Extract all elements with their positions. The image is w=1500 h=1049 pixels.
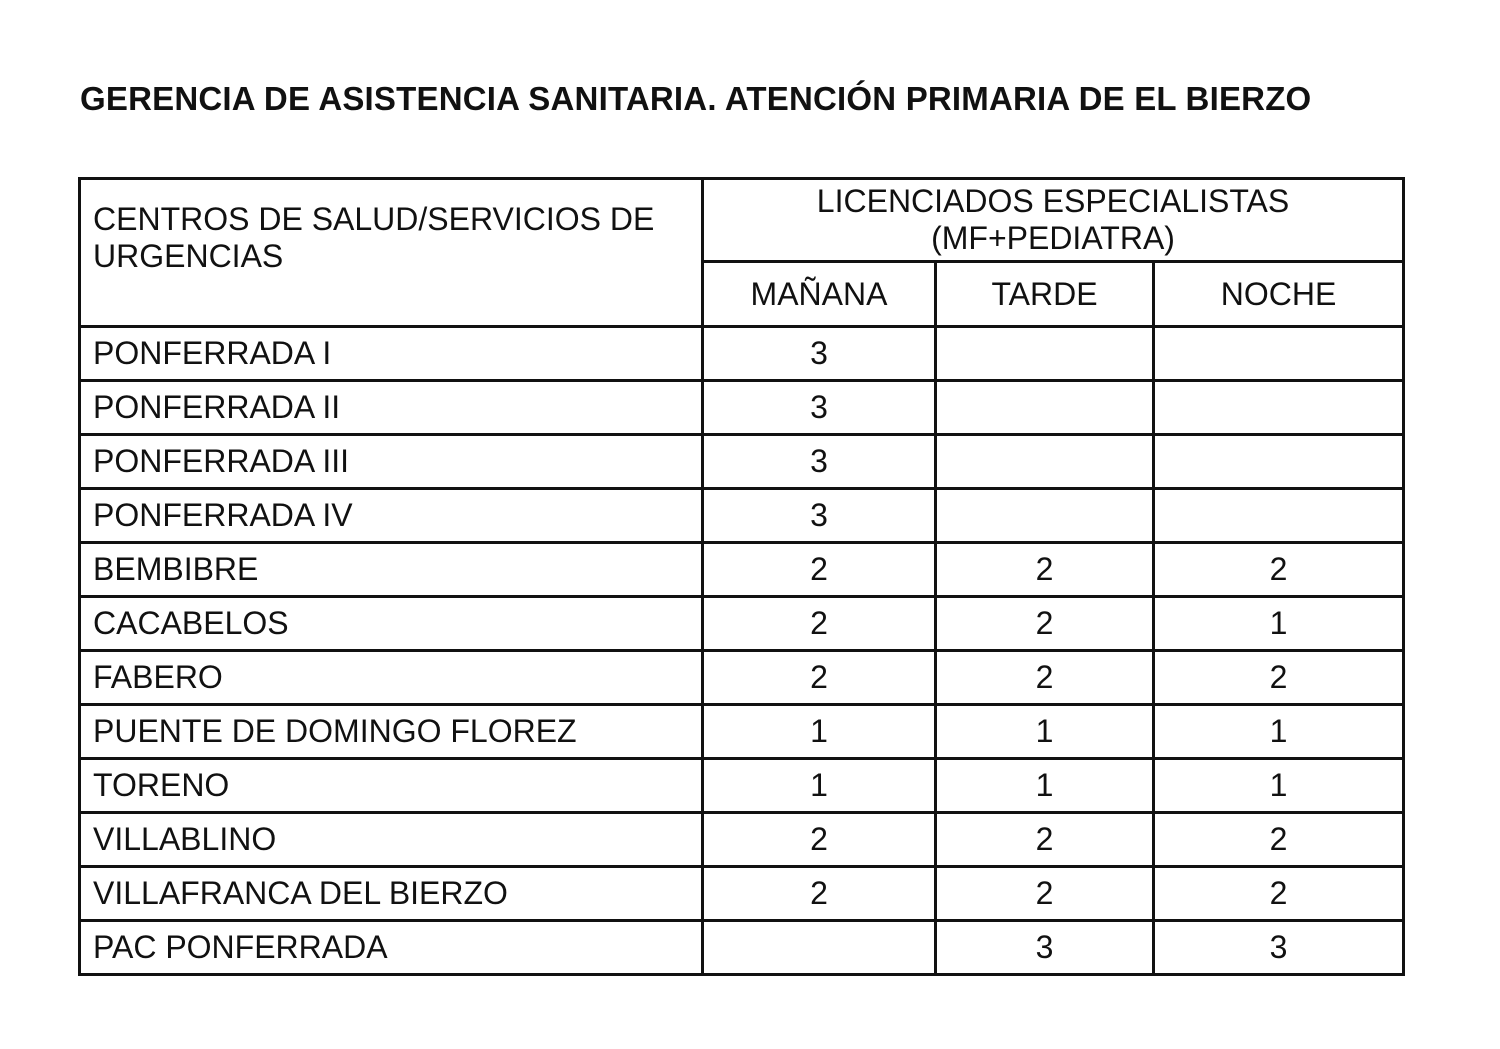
centro-cell: PONFERRADA I [80, 327, 703, 381]
noche-cell: 1 [1154, 705, 1404, 759]
header-licenciados-line-1: LICENCIADOS ESPECIALISTAS [816, 183, 1290, 220]
manana-cell: 3 [703, 327, 936, 381]
noche-cell [1154, 489, 1404, 543]
table-row [80, 921, 1404, 975]
header-licenciados [703, 179, 1404, 262]
table-row [80, 759, 1404, 813]
noche-cell: 3 [1154, 921, 1404, 975]
table-row [80, 543, 1404, 597]
table-row [80, 705, 1404, 759]
noche-cell [1154, 381, 1404, 435]
manana-cell: 2 [703, 543, 936, 597]
manana-cell: 2 [703, 597, 936, 651]
header-centros-line-1: CENTROS DE SALUD/SERVICIOS DE [93, 200, 655, 237]
manana-cell: 1 [703, 759, 936, 813]
table-row [80, 597, 1404, 651]
table-row [80, 867, 1404, 921]
table-row [80, 651, 1404, 705]
centro-cell: PAC PONFERRADA [80, 921, 703, 975]
document-title: GERENCIA DE ASISTENCIA SANITARIA. ATENCIÓN PRIMARIA DE EL BIERZO [80, 80, 1312, 117]
noche-cell [1154, 435, 1404, 489]
centro-cell: PONFERRADA III [80, 435, 703, 489]
tarde-cell: 2 [936, 543, 1154, 597]
manana-cell: 3 [703, 381, 936, 435]
header-noche: NOCHE [1154, 262, 1404, 327]
centro-cell: CACABELOS [80, 597, 703, 651]
staffing-table [78, 177, 1405, 976]
manana-cell [703, 921, 936, 975]
manana-cell: 3 [703, 435, 936, 489]
header-manana: MAÑANA [703, 262, 936, 327]
tarde-cell [936, 435, 1154, 489]
tarde-cell: 1 [936, 759, 1154, 813]
header-centros [80, 179, 703, 327]
table-body [80, 327, 1404, 975]
noche-cell: 2 [1154, 813, 1404, 867]
noche-cell: 2 [1154, 651, 1404, 705]
centro-cell: BEMBIBRE [80, 543, 703, 597]
tarde-cell: 2 [936, 813, 1154, 867]
centro-cell: PONFERRADA IV [80, 489, 703, 543]
centro-cell: FABERO [80, 651, 703, 705]
centro-cell: PUENTE DE DOMINGO FLOREZ [80, 705, 703, 759]
table-row [80, 381, 1404, 435]
table-row [80, 489, 1404, 543]
tarde-cell [936, 327, 1154, 381]
centro-cell: VILLABLINO [80, 813, 703, 867]
tarde-cell: 2 [936, 867, 1154, 921]
manana-cell: 2 [703, 813, 936, 867]
table-header [80, 179, 1404, 327]
tarde-cell: 2 [936, 651, 1154, 705]
manana-cell: 2 [703, 867, 936, 921]
tarde-cell: 1 [936, 705, 1154, 759]
header-centros-line-2: URGENCIAS [93, 237, 284, 274]
noche-cell: 1 [1154, 597, 1404, 651]
tarde-cell: 3 [936, 921, 1154, 975]
header-tarde: TARDE [936, 262, 1154, 327]
noche-cell: 2 [1154, 543, 1404, 597]
centro-cell: VILLAFRANCA DEL BIERZO [80, 867, 703, 921]
tarde-cell [936, 381, 1154, 435]
manana-cell: 2 [703, 651, 936, 705]
table-row [80, 813, 1404, 867]
manana-cell: 1 [703, 705, 936, 759]
header-row-group [80, 179, 1404, 262]
noche-cell: 2 [1154, 867, 1404, 921]
noche-cell: 1 [1154, 759, 1404, 813]
tarde-cell [936, 489, 1154, 543]
manana-cell: 3 [703, 489, 936, 543]
table-row [80, 327, 1404, 381]
table-row [80, 435, 1404, 489]
centro-cell: PONFERRADA II [80, 381, 703, 435]
header-licenciados-line-2: (MF+PEDIATRA) [931, 220, 1175, 256]
centro-cell: TORENO [80, 759, 703, 813]
tarde-cell: 2 [936, 597, 1154, 651]
noche-cell [1154, 327, 1404, 381]
